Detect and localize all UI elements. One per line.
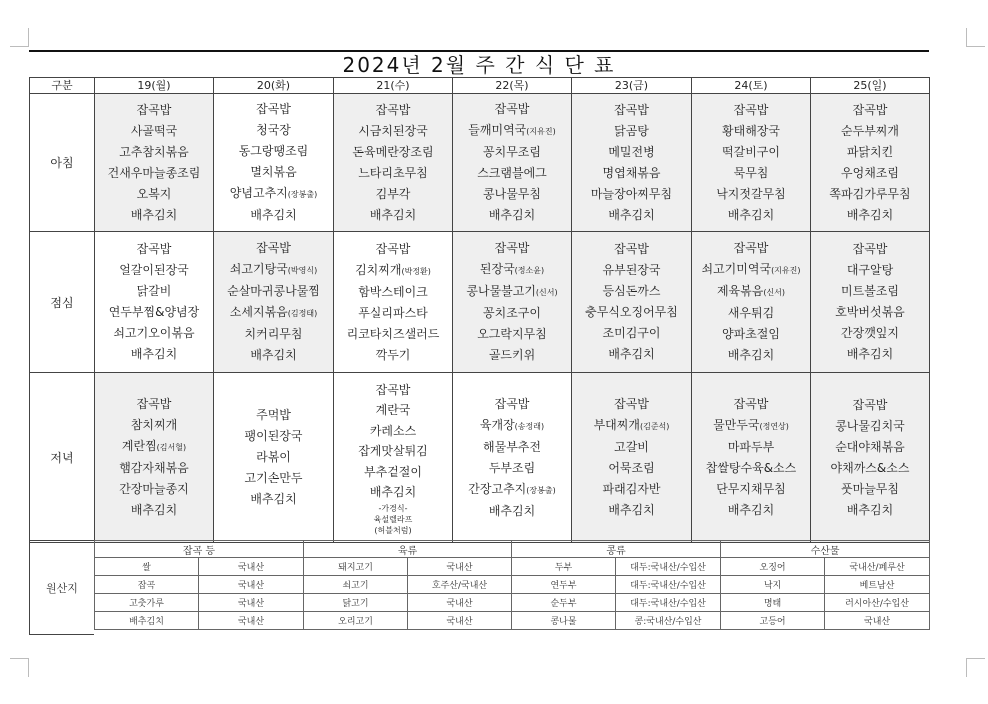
menu-item: 간장마늘종지 (119, 482, 189, 496)
menu-item: 잡곡밥 (852, 242, 888, 256)
menu-item: 배추김치 (250, 208, 297, 222)
menu-items (572, 239, 691, 365)
menu-item: 잡곡밥 (494, 396, 530, 411)
day-header: 22(목) (453, 78, 572, 94)
menu-item: 건새우마늘종조림 (107, 165, 201, 180)
menu-item: 리코타치즈샐러드 (346, 326, 440, 341)
origin-cell: 대두:국내산/수입산 (616, 594, 721, 612)
menu-item: 명엽채볶음 (602, 165, 661, 180)
menu-item: 계란국 (375, 403, 411, 417)
menu-cell (453, 232, 572, 373)
menu-item: 배추김치 (727, 348, 775, 362)
menu-item: 오복지 (136, 186, 172, 201)
day-header: 21(수) (334, 78, 453, 94)
menu-item: 마파두부 (727, 440, 775, 454)
menu-items (214, 238, 333, 366)
meal-row-breakfast (30, 94, 930, 232)
menu-item: 떡갈비구이 (722, 144, 780, 159)
origin-cell: 국내산 (825, 612, 930, 630)
menu-cell (214, 94, 334, 232)
menu-item: 묵무침 (733, 165, 769, 180)
menu-item: 순두부찌개 (841, 123, 899, 138)
menu-item: 두부조림 (488, 460, 536, 475)
menu-note: (허블처럼) (374, 525, 412, 535)
menu-item: 배추김치 (727, 503, 775, 517)
menu-item: 배추김치 (250, 492, 297, 506)
menu-item: 골드키위 (488, 348, 536, 362)
menu-item: 배추김치 (250, 348, 297, 362)
menu-item: 고갈비 (614, 440, 649, 454)
menu-item: 배추김치 (130, 207, 178, 222)
menu-item: 잡곡밥 (375, 241, 411, 256)
menu-item: 메밀전병 (608, 144, 655, 159)
origin-cell: 대두:국내산/수입산 (616, 576, 721, 594)
menu-items (811, 100, 929, 226)
day-header: 23(금) (572, 78, 692, 94)
menu-item: 잡곡밥 (614, 102, 649, 117)
menu-cell (214, 232, 334, 373)
menu-item: 스크램블에그 (477, 166, 547, 180)
menu-item: 라볶이 (256, 450, 291, 464)
menu-cell (334, 232, 453, 373)
menu-item: 순살마귀콩나물찜 (227, 284, 320, 298)
origin-group: 잡곡 등 (95, 541, 304, 558)
origin-cell: 국내산 (408, 594, 512, 612)
menu-item: 콩나물김치국 (835, 418, 905, 433)
origin-cell: 국내산 (199, 594, 304, 612)
origin-cell: 국내산 (408, 558, 512, 576)
origin-cell: 국내산 (199, 558, 304, 576)
menu-items (95, 239, 213, 365)
menu-item: 연두부찜&양념장 (108, 305, 200, 319)
menu-item: 잡곡밥 (256, 241, 291, 255)
origin-cell: 호주산/국내산 (408, 576, 512, 594)
menu-items (811, 395, 929, 521)
menu-item: 간장깻잎지 (841, 326, 899, 340)
menu-item: 햄감자채볶음 (119, 461, 189, 475)
menu-item: 잡곡밥 (733, 397, 769, 411)
origin-row (95, 612, 930, 630)
menu-item: 잡곡밥 (375, 102, 411, 117)
menu-item: 카레소스 (369, 423, 417, 438)
menu-item: 해물부추전 (483, 439, 541, 454)
origin-cell: 닭고기 (304, 594, 408, 612)
menu-items (811, 239, 929, 365)
menu-item: 찹쌀탕수육&소스 (705, 461, 797, 475)
menu-item: 쪽파김가루무침 (829, 186, 911, 201)
origin-cell: 대두:국내산/수입산 (616, 558, 721, 576)
menu-item: 푸실리파스타 (358, 305, 428, 320)
menu-item: 고기손만두 (244, 471, 303, 485)
menu-item: 잡곡밥 (494, 241, 530, 255)
menu-items (572, 100, 691, 226)
menu-cell (811, 373, 930, 543)
menu-item: 꽁치조구이 (483, 306, 541, 320)
menu-item: 돈육메란장조림 (352, 144, 434, 159)
menu-item: 배추김치 (608, 207, 655, 222)
menu-item: 양파초절임 (722, 327, 780, 341)
menu-items (692, 100, 810, 226)
menu-item: 간장고추지(장봉출) (468, 481, 556, 496)
crop-mark-top-left (10, 28, 29, 47)
menu-item: 깍두기 (375, 347, 411, 362)
menu-item: 충무식오징어무침 (585, 305, 678, 319)
menu-item: 소세지볶음(김정태) (229, 305, 318, 319)
menu-cell (692, 94, 811, 232)
menu-item: 마늘장아찌무침 (590, 186, 673, 201)
origin-cell: 쇠고기 (304, 576, 408, 594)
origin-table (94, 540, 930, 630)
menu-item: 잡곡밥 (256, 102, 291, 116)
origin-cell: 국내산/페루산 (825, 558, 930, 576)
menu-cell (334, 373, 453, 543)
origin-cell: 러시아산/수입산 (825, 594, 930, 612)
menu-item: 꽁치무조림 (483, 145, 541, 159)
menu-item: 배추김치 (727, 207, 775, 222)
menu-item: 부추겉절이 (364, 464, 422, 479)
menu-item: 닭갈비 (136, 284, 172, 298)
crop-mark-top-right (966, 28, 985, 47)
origin-cell: 배추김치 (95, 612, 199, 630)
menu-cell (95, 232, 214, 373)
menu-cell (692, 373, 811, 543)
menu-cell (334, 94, 453, 232)
header-label: 구분 (30, 78, 95, 94)
menu-items (334, 100, 452, 226)
menu-items (334, 239, 452, 366)
origin-cell: 연두부 (512, 576, 616, 594)
menu-item: 양념고추지(장봉출) (229, 186, 318, 200)
menu-item: 콩나물불고기(신서) (466, 284, 558, 298)
menu-item: 들깨미역국(지유진) (468, 123, 556, 137)
menu-item: 김치찌개(박정환) (355, 262, 431, 277)
menu-item: 잡곡밥 (136, 242, 172, 256)
origin-cell: 두부 (512, 558, 616, 576)
menu-item: 쇠고기미역국(지유진) (701, 262, 801, 276)
menu-item: 잡곡밥 (375, 382, 411, 397)
menu-items (692, 394, 810, 521)
menu-item: 순대야채볶음 (835, 439, 905, 454)
menu-items (453, 238, 571, 366)
day-header: 24(토) (692, 78, 811, 94)
menu-item: 계란찜(김서혈) (121, 439, 187, 453)
origin-cell: 순두부 (512, 594, 616, 612)
menu-item: 등심돈까스 (602, 284, 661, 298)
day-header: 19(월) (95, 78, 214, 94)
menu-cell (95, 373, 214, 543)
menu-item: 잡곡밥 (614, 242, 649, 256)
menu-items (95, 100, 213, 226)
menu-item: 멸치볶음 (250, 165, 297, 179)
menu-item: 황태해장국 (722, 123, 780, 138)
menu-item: 낙지젓갈무침 (716, 186, 786, 201)
menu-item: 잡곡밥 (852, 397, 888, 412)
menu-item: 시금치된장국 (358, 123, 428, 138)
menu-items (453, 99, 571, 226)
menu-item: 잡곡밥 (733, 102, 769, 117)
meal-label: 점심 (30, 232, 95, 373)
menu-note: -가경식- (378, 503, 408, 513)
origin-group-row (95, 541, 930, 558)
menu-item: 배추김치 (130, 347, 178, 361)
origin-row (95, 576, 930, 594)
menu-item: 배추김치 (846, 207, 894, 222)
menu-item: 치커리무침 (244, 327, 303, 341)
menu-item: 잡곡밥 (614, 397, 649, 411)
menu-item: 육개장(송정래) (479, 417, 545, 432)
origin-label: 원산지 (29, 540, 94, 635)
menu-item: 배추김치 (488, 503, 536, 518)
menu-items (214, 405, 333, 510)
menu-item: 고추참치볶음 (119, 144, 189, 159)
origin-cell: 낙지 (721, 576, 825, 594)
menu-item: 배추김치 (608, 503, 655, 517)
menu-item: 배추김치 (608, 347, 655, 361)
origin-cell: 오징어 (721, 558, 825, 576)
menu-cell (692, 232, 811, 373)
origin-cell: 콩:국내산/수입산 (616, 612, 721, 630)
menu-item: 콩나물무침 (483, 187, 541, 201)
origin-cell: 고춧가루 (95, 594, 199, 612)
menu-item: 청국장 (256, 123, 291, 137)
menu-cell (95, 94, 214, 232)
menu-item: 배추김치 (369, 485, 417, 499)
menu-item: 조미김구이 (602, 326, 661, 340)
menu-cell (572, 232, 692, 373)
menu-item: 오그락지무침 (477, 327, 547, 341)
menu-items (453, 394, 571, 522)
header-row (30, 78, 930, 94)
menu-item: 잡곡밥 (494, 102, 530, 116)
day-header: 20(화) (214, 78, 334, 94)
menu-items (692, 238, 810, 366)
menu-cell (214, 373, 334, 543)
menu-item: 배추김치 (488, 208, 536, 222)
origin-body (95, 558, 930, 630)
menu-items (214, 99, 333, 226)
menu-item: 배추김치 (369, 207, 417, 222)
page-title: 2024년 2월 주 간 식 단 표 (29, 50, 929, 78)
menu-cell (572, 94, 692, 232)
menu-item: 잡곡밥 (136, 102, 172, 117)
menu-item: 함박스테이크 (358, 284, 428, 299)
origin-cell: 국내산 (199, 612, 304, 630)
origin-row (95, 594, 930, 612)
origin-cell: 국내산 (408, 612, 512, 630)
menu-item: 야채까스&소스 (830, 460, 910, 475)
menu-item: 동그랑땡조림 (238, 144, 309, 158)
meal-label: 아침 (30, 94, 95, 232)
origin-group: 콩류 (512, 541, 721, 558)
origin-cell: 국내산 (199, 576, 304, 594)
menu-item: 김부각 (375, 186, 411, 201)
menu-items (95, 394, 213, 521)
menu-item: 미트볼조림 (841, 284, 899, 298)
menu-item: 배추김치 (130, 503, 178, 517)
menu-item: 유부된장국 (602, 263, 661, 277)
origin-group: 육류 (304, 541, 512, 558)
origin-cell: 고등어 (721, 612, 825, 630)
menu-item: 새우튀김 (727, 306, 775, 320)
crop-mark-bottom-right (966, 658, 985, 677)
menu-table (29, 77, 930, 543)
menu-item: 우엉채조림 (841, 165, 899, 180)
menu-item: 제육볶음(신서) (716, 284, 786, 298)
menu-item: 파래김자반 (602, 482, 661, 496)
menu-item: 배추김치 (846, 502, 894, 517)
origin-cell: 명태 (721, 594, 825, 612)
menu-cell (453, 94, 572, 232)
menu-item: 잡곡밥 (852, 102, 888, 117)
crop-mark-bottom-left (10, 658, 29, 677)
menu-cell (811, 232, 930, 373)
menu-item: 된장국(정소윤) (479, 262, 545, 276)
menu-item: 호박버섯볶음 (835, 305, 905, 319)
menu-item: 파닭치킨 (846, 144, 894, 159)
menu-item: 참치찌개 (130, 418, 178, 432)
origin-row (95, 558, 930, 576)
origin-cell: 베트남산 (825, 576, 930, 594)
origin-cell: 콩나물 (512, 612, 616, 630)
menu-item: 어묵조림 (608, 461, 655, 475)
meal-row-lunch (30, 232, 930, 373)
menu-note: 육설렐라프 (373, 514, 413, 524)
origin-cell: 잡곡 (95, 576, 199, 594)
menu-item: 주먹밥 (256, 408, 291, 422)
menu-item: 단무지채무침 (716, 482, 786, 496)
menu-item: 잡게맛살튀김 (358, 444, 428, 458)
meal-row-dinner (30, 373, 930, 543)
menu-item: 배추김치 (846, 347, 894, 361)
menu-cell (453, 373, 572, 543)
menu-item: 부대찌개(김준석) (593, 418, 670, 432)
menu-item: 쇠고기탕국(박영식) (229, 262, 318, 276)
menu-items (572, 394, 691, 521)
menu-cell (572, 373, 692, 543)
menu-item: 사골떡국 (130, 123, 178, 138)
menu-item: 잡곡밥 (136, 397, 172, 411)
menu-items (334, 380, 452, 536)
menu-cell (811, 94, 930, 232)
menu-item: 느타리초무침 (358, 165, 428, 180)
origin-cell: 돼지고기 (304, 558, 408, 576)
menu-item: 잡곡밥 (733, 241, 769, 255)
menu-item: 닭곰탕 (614, 123, 649, 138)
meal-label: 저녁 (30, 373, 95, 543)
origin-cell: 쌀 (95, 558, 199, 576)
menu-item: 얼갈이된장국 (119, 263, 189, 277)
menu-item: 대구알탕 (846, 263, 894, 277)
menu-item: 쇠고기오이볶음 (113, 326, 195, 340)
menu-item: 물만두국(정연상) (713, 418, 789, 432)
menu-item: 팽이된장국 (244, 429, 303, 443)
day-header: 25(일) (811, 78, 930, 94)
origin-cell: 오리고기 (304, 612, 408, 630)
origin-group: 수산물 (721, 541, 930, 558)
menu-item: 풋마늘무침 (841, 481, 899, 496)
